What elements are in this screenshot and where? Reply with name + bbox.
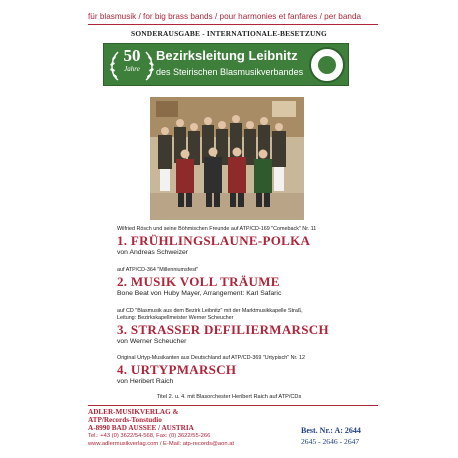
track-3-caption-line2: Leitung: Bezirkskapellmeister Werner Scheucher xyxy=(117,315,234,321)
order-number-list: 2645 - 2646 - 2647 xyxy=(301,437,360,446)
track-3-title: 3. STRASSER DEFILIERMARSCH xyxy=(117,322,329,337)
recording-footnote: Titel 2. u. 4. mit Blasorchester Heribert Raich auf ATP/CDs xyxy=(156,394,302,400)
anniversary-badge xyxy=(112,47,152,83)
track-4-caption: Original Urtyp-Musikanten aus Deutschland auf ATP/CD-369 "Urtypisch" Nr. 12 xyxy=(117,355,305,361)
publisher-name-line1: ADLER-MUSIKVERLAG & xyxy=(88,408,179,416)
track-4-composer: von Heribert Raich xyxy=(117,378,174,385)
band-group-photo xyxy=(150,97,304,220)
publisher-name-line2: ATP/Records-Tonstudio xyxy=(88,416,162,424)
top-divider xyxy=(88,24,378,25)
track-2-title: 2. MUSIK VOLL TRÄUME xyxy=(117,274,280,289)
publisher-address: A-8990 BAD AUSSEE / AUSTRIA xyxy=(88,424,194,432)
anniversary-banner xyxy=(103,43,349,86)
footer-divider xyxy=(88,405,378,406)
track-1-caption: Wilfried Rösch und seine Böhmischen Freunde auf ATP/CD-169 "Comeback" Nr. 11 xyxy=(117,226,317,232)
badge-word: Jahre xyxy=(124,65,140,73)
tagline: für blasmusik / for big brass bands / pour harmonies et fanfares / per banda xyxy=(88,12,362,21)
band-photo xyxy=(150,97,304,220)
association-seal-icon xyxy=(309,47,345,83)
banner-subtitle: des Steirischen Blasmusikverbandes xyxy=(156,67,304,77)
track-3-caption: auf CD "Blasmusik aus dem Bezirk Leibnitz" mit der Marktmusikkapelle Straß, xyxy=(117,308,303,314)
publisher-web: www.adlermusikverlag.com / E-Mail: atp-records@aon.at xyxy=(88,441,235,447)
publisher-phone: Tel.: +43 (0) 3622/54-568, Fax: (0) 3622/55-266 xyxy=(88,433,211,439)
edition-heading: SONDERAUSGABE - INTERNATIONALE-BESETZUNG xyxy=(131,29,327,38)
track-4-title: 4. URTYPMARSCH xyxy=(117,362,237,377)
badge-number: 50 xyxy=(123,46,141,65)
order-number-label: Best. Nr.: A: 2644 xyxy=(301,426,361,435)
seal-center xyxy=(318,56,336,74)
track-1-title: 1. FRÜHLINGSLAUNE-POLKA xyxy=(117,233,311,248)
track-1-composer: von Andreas Schweizer xyxy=(117,249,189,256)
track-2-composer: Bone Beat von Huby Mayer, Arrangement: Karl Safaric xyxy=(117,290,282,297)
banner-title: Bezirksleitung Leibnitz xyxy=(156,48,298,63)
track-3-composer: von Werner Scheucher xyxy=(117,338,187,345)
track-2-caption: auf ATP/CD-364 "Millenniumsfest" xyxy=(117,267,199,273)
